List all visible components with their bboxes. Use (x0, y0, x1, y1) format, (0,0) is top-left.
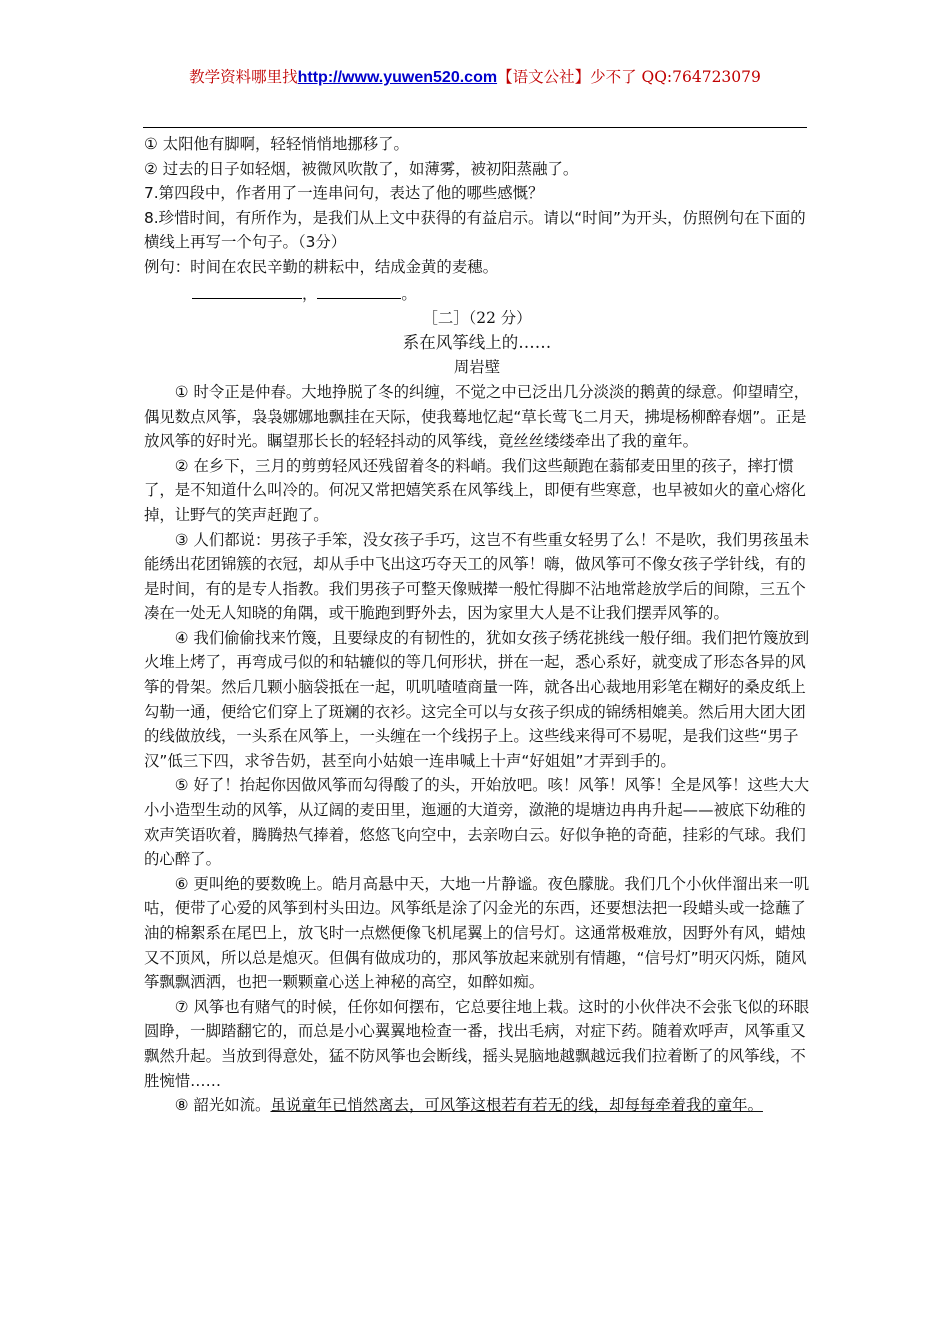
question-7: 7.第四段中，作者用了一连串问句，表达了他的哪些感慨？ (144, 184, 544, 203)
document-body (144, 132, 810, 1118)
answer-blank-1[interactable] (192, 280, 302, 299)
sentence-1: ① 太阳他有脚啊，轻轻悄悄地挪移了。 (144, 135, 409, 153)
page-header (0, 66, 950, 89)
paragraph-1: ① 时令正是仲春。大地挣脱了冬的纠缠，不觉之中已泛出几分淡淡的鹅黄的绿意。仰望晴空，偶见数点风筝，袅袅娜娜地飘挂在天际，使我蓦地忆起“草长莺飞二月天，拂堤杨柳醉春烟”。正是放风筝的好时光。瞩望那长长的轻轻抖动的风筝线，竟丝丝缕缕牵出了我的童年。 (144, 382, 810, 451)
paragraph-2: ② 在乡下，三月的剪剪轻风还残留着冬的料峭。我们这些颠跑在蓊郁麦田里的孩子，摔打惯了，是不知道什么叫冷的。何况又常把嬉笑系在风筝线上，即便有些寒意，也早被如火的童心熔化掉，让野气的笑声赶跑了。 (144, 456, 806, 524)
section-label: ［二］（22 分） (422, 309, 532, 328)
answer-blank-2[interactable] (317, 280, 401, 299)
header-prefix: 教学资料哪里找 (189, 68, 298, 86)
paragraph-4: ④ 我们偷偷找来竹篾，且要绿皮的有韧性的，犹如女孩子绣花挑线一般仔细。我们把竹篾放到火堆上烤了，再弯成弓似的和轱辘似的等几何形状，拼在一起，悉心系好，就变成了形态各异的风筝的骨架。然后几颗小脑袋抵在一起，叽叽喳喳商量一阵，就各出心裁地用彩笔在糊好的桑皮纸上勾勒一通，便给它们穿上了斑斓的衣衫。这完全可以与女孩子织成的锦绣相媲美。然后用大团大团的线做放线，一头系在风筝上，一头缠在一个线拐子上。这些线来得可不易呢，是我们这些“男子汉”低三下四，求爷告奶，甚至向小姑娘一连串喊上十声“好姐姐”才弄到手的。 (144, 628, 810, 770)
answer-blank-line (192, 280, 810, 307)
article-title: 系在风筝线上的…… (402, 332, 552, 352)
blank-period: 。 (401, 284, 417, 303)
paragraph-5: ⑤ 好了！抬起你因做风筝而勾得酸了的头，开始放吧。咳！风筝！风筝！全是风筝！这些大大小小造型生动的风筝，从辽阔的麦田里，迤逦的大道旁，潋滟的堤塘边冉冉升起——被底下幼稚的欢声笑语吹着，腾腾热气捧着，悠悠飞向空中，去亲吻白云。好似争艳的奇葩，挂彩的气球。我们的心醉了。 (144, 776, 810, 869)
paragraph-8-lead: ⑧ 韶光如流。 (174, 1096, 271, 1115)
paragraph-7: ⑦ 风筝也有赌气的时候，任你如何摆布，它总要往地上栽。这时的小伙伴决不会张飞似的环眼圆睁，一脚踏翻它的，而总是小心翼翼地检查一番，找出毛病，对症下药。随着欢呼声，风筝重又飘然升起。当放到得意处，猛不防风筝也会断线，摇头晃脑地越飘越远我们拉着断了的风筝线，不胜惋惜…… (144, 997, 810, 1090)
blank-comma: ， (302, 284, 318, 303)
paragraph-8-underlined: 虽说童年已悄然离去，可风筝这根若有若无的线，却每每牵着我的童年。 (270, 1096, 763, 1115)
question-8: 8.珍惜时间，有所作为，是我们从上文中获得的有益启示。请以“时间”为开头，仿照例句在下面的横线上再写一个句子。（3分） (144, 208, 806, 252)
paragraph-3: ③ 人们都说：男孩子手笨，没女孩子手巧，这岂不有些重女轻男了么！不是吹，我们男孩虽未能绣出花团锦簇的衣冠，却从手中飞出这巧夺天工的风筝！嗨，做风筝可不像女孩子学针线，有的是时间，有的是专人指教。我们男孩子可整天像贼撵一般忙得脚不沾地常趁放学后的间隙，三五个凑在一处无人知晓的角隅，或干脆跑到野外去，因为家里大人是不让我们摆弄风筝的。 (144, 530, 810, 623)
example-sentence: 例句：时间在农民辛勤的耕耘中，结成金黄的麦穗。 (144, 257, 498, 276)
article-author: 周岩壁 (453, 358, 501, 377)
paragraph-8 (144, 1093, 810, 1118)
paragraph-6: ⑥ 更叫绝的要数晚上。皓月高悬中天，大地一片静谧。夜色朦胧。我们几个小伙伴溜出来一叽咕，便带了心爱的风筝到村头田边。风筝纸是涂了闪金光的东西，还要想法把一段蜡头或一捻蘸了油的棉絮系在尾巴上，放飞时一点燃便像飞机尾翼上的信号灯。这通常极难放，因野外有风，蜡烛又不顶风，所以总是熄灭。但偶有做成功的，那风筝放起来就别有情趣，“信号灯”明灭闪烁，随风筝飘飘洒洒，也把一颗颗童心送上神秘的高空，如醉如痴。 (144, 874, 810, 992)
header-rule (143, 127, 807, 128)
header-link[interactable]: http://www.yuwen520.com (297, 69, 498, 86)
header-suffix: 【语文公社】少不了 QQ:764723079 (497, 68, 761, 86)
sentence-2: ② 过去的日子如轻烟，被微风吹散了，如薄雾，被初阳蒸融了。 (144, 159, 579, 178)
